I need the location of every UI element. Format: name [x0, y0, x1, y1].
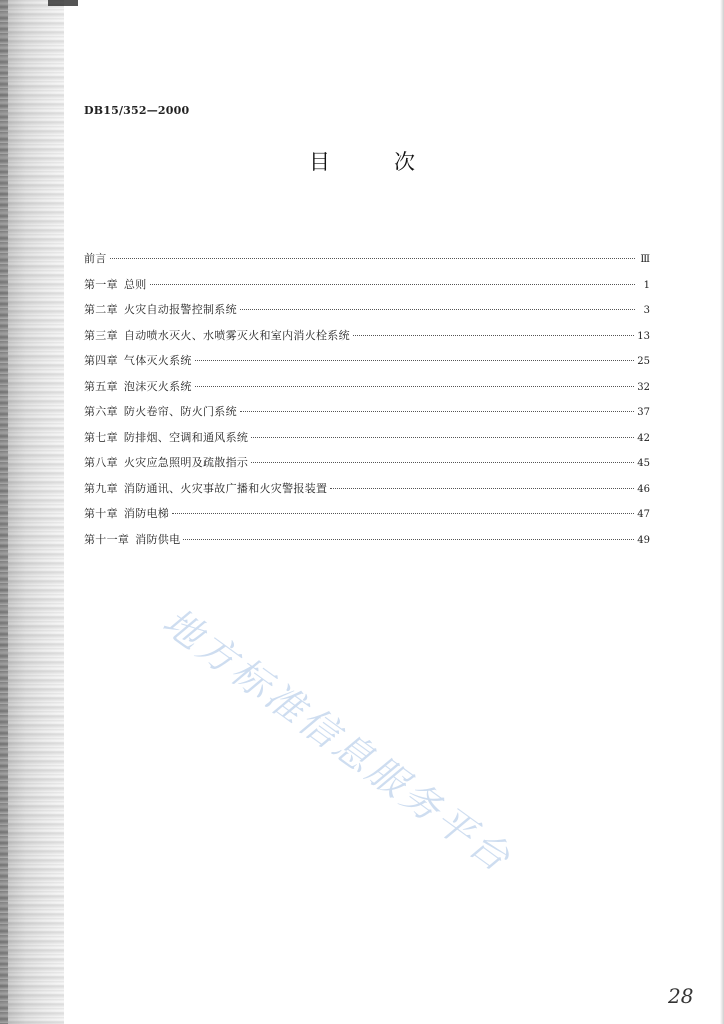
toc-chapter-label: 第二章 — [84, 303, 118, 316]
toc-entry — [84, 429, 248, 445]
toc-row-chapter-11[interactable] — [84, 531, 650, 557]
toc-entry-title: 火灾自动报警控制系统 — [123, 303, 237, 316]
toc-row-chapter-7[interactable] — [84, 429, 650, 455]
toc-page-number: 47 — [637, 509, 650, 520]
toc-page-number: 37 — [637, 407, 650, 418]
table-of-contents — [84, 250, 650, 556]
toc-entry — [84, 378, 192, 394]
toc-row-chapter-1[interactable] — [84, 276, 650, 302]
toc-entry-title: 前言 — [84, 252, 107, 265]
toc-dot-leader — [251, 437, 634, 438]
toc-page-number: 42 — [637, 432, 650, 444]
toc-row-chapter-2[interactable] — [84, 301, 650, 327]
toc-entry-title: 消防电梯 — [123, 507, 170, 520]
toc-dot-leader — [353, 335, 634, 336]
toc-row-chapter-4[interactable] — [84, 352, 650, 378]
watermark-text: 地方标准信息服务平台 — [154, 599, 521, 882]
toc-chapter-label: 第六章 — [84, 405, 118, 418]
toc-chapter-label: 第十章 — [84, 507, 118, 520]
toc-entry — [84, 352, 192, 368]
toc-page-number: 13 — [637, 330, 650, 342]
toc-dot-leader — [240, 309, 635, 310]
toc-dot-leader — [195, 386, 635, 387]
toc-entry-title: 气体灭火系统 — [123, 354, 192, 367]
toc-chapter-label: 第七章 — [84, 430, 118, 444]
toc-entry-title: 消防供电 — [135, 532, 181, 546]
toc-entry — [84, 480, 327, 496]
toc-entry-title: 消防通讯、火灾事故广播和火灾警报装置 — [123, 481, 328, 495]
toc-dot-leader — [110, 258, 635, 259]
toc-entry — [84, 327, 350, 343]
toc-entry — [84, 301, 237, 317]
toc-chapter-label: 第四章 — [84, 354, 118, 367]
toc-row-chapter-6[interactable] — [84, 403, 650, 429]
toc-row-chapter-8[interactable] — [84, 454, 650, 480]
toc-page-number: 3 — [643, 305, 650, 316]
toc-row-chapter-3[interactable] — [84, 327, 650, 353]
toc-dot-leader — [183, 539, 634, 540]
standard-code: DB15/352—2000 — [84, 104, 190, 117]
toc-chapter-label: 第十一章 — [84, 532, 130, 546]
handwritten-page-number: 28 — [668, 984, 694, 1008]
toc-dot-leader — [251, 462, 634, 463]
toc-chapter-label: 第九章 — [84, 481, 118, 495]
toc-dot-leader — [240, 411, 634, 412]
toc-chapter-label: 第一章 — [84, 277, 118, 291]
toc-dot-leader — [195, 360, 635, 361]
toc-entry — [84, 505, 169, 521]
toc-dot-leader — [172, 513, 634, 514]
toc-chapter-label: 第三章 — [84, 328, 118, 342]
toc-entry — [84, 403, 237, 419]
toc-row-preface[interactable] — [84, 250, 650, 276]
toc-row-chapter-5[interactable] — [84, 378, 650, 404]
page-title-left: 目 — [309, 150, 330, 174]
scan-top-mark — [48, 0, 78, 6]
toc-entry — [84, 276, 147, 292]
toc-entry-title: 防火卷帘、防火门系统 — [123, 405, 237, 418]
toc-page-number: 32 — [637, 381, 650, 393]
toc-entry-title: 火灾应急照明及疏散指示 — [123, 456, 249, 469]
toc-chapter-label: 第五章 — [84, 379, 118, 393]
toc-page-number: 49 — [637, 534, 650, 546]
toc-page-number: 45 — [637, 458, 650, 469]
toc-row-chapter-10[interactable] — [84, 505, 650, 531]
page-title — [0, 146, 724, 176]
toc-entry-title: 泡沫灭火系统 — [123, 379, 192, 393]
toc-dot-leader — [330, 488, 634, 489]
toc-page-number: Ⅲ — [640, 254, 650, 265]
toc-dot-leader — [150, 284, 635, 285]
toc-page-number: 1 — [643, 279, 650, 291]
toc-entry-title: 自动喷水灭火、水喷雾灭火和室内消火栓系统 — [123, 328, 350, 342]
toc-entry — [84, 454, 248, 470]
toc-entry-title: 防排烟、空调和通风系统 — [123, 430, 249, 444]
toc-row-chapter-9[interactable] — [84, 480, 650, 506]
toc-chapter-label: 第八章 — [84, 456, 118, 469]
toc-entry-title: 总则 — [123, 277, 147, 291]
toc-page-number: 25 — [637, 356, 650, 367]
toc-entry — [84, 531, 180, 547]
toc-page-number: 46 — [637, 483, 650, 495]
page-title-right: 次 — [394, 150, 415, 174]
